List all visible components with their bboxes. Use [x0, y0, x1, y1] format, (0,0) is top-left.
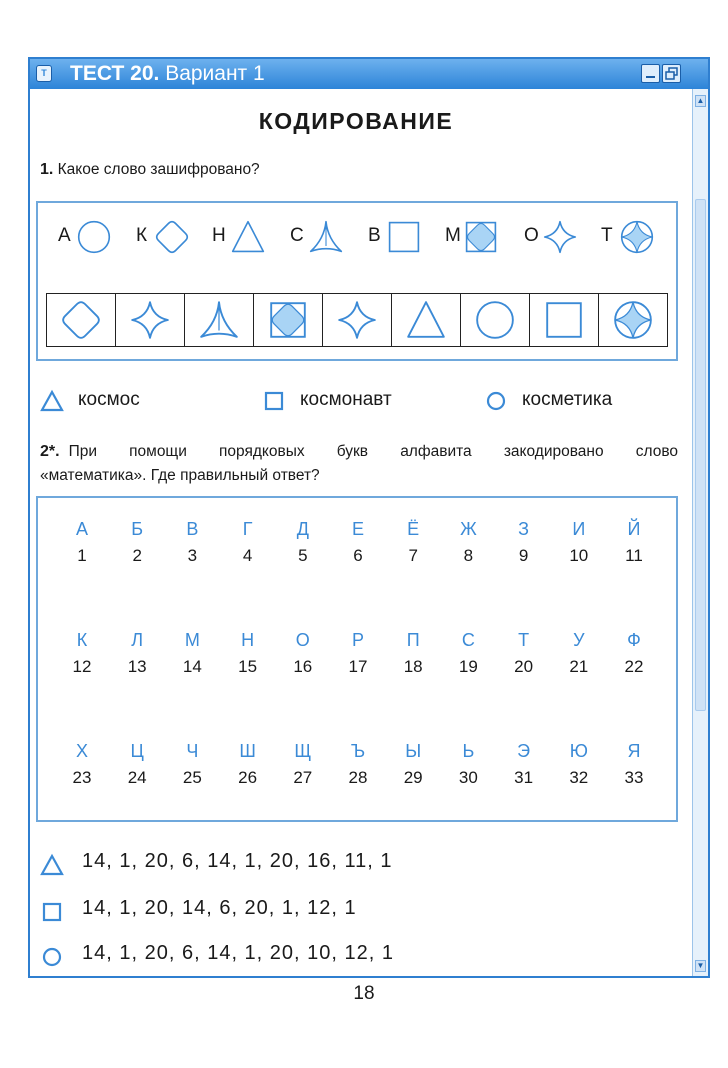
alphabet-letter: Я	[627, 741, 641, 761]
code-cell	[599, 294, 667, 346]
square-marker-icon	[262, 389, 286, 413]
alphabet-letter: С	[461, 630, 475, 650]
alphabet-letter: Б	[131, 519, 144, 539]
alphabet-row	[52, 626, 666, 686]
alphabet-entry	[52, 626, 112, 680]
cipher-legend	[40, 222, 670, 252]
alphabet-number: 1	[77, 546, 87, 565]
question-text: Какое слово зашифровано?	[57, 161, 260, 178]
alphabet-letter: Ы	[405, 741, 422, 761]
answer-option-text: 14, 1, 20, 6, 14, 1, 20, 16, 11, 1	[82, 850, 393, 872]
alphabet-entry	[494, 737, 554, 791]
alphabet-entry	[549, 515, 609, 569]
circle-marker-icon	[484, 389, 508, 413]
scroll-thumb[interactable]	[695, 199, 706, 711]
alphabet-number: 7	[408, 546, 418, 565]
code-cell	[392, 294, 461, 346]
code-cell	[323, 294, 392, 346]
rounded-diamond-icon	[154, 219, 190, 255]
alphabet-entry	[438, 737, 498, 791]
alphabet-number: 30	[458, 768, 478, 787]
alphabet-entry	[162, 737, 222, 791]
alphabet-entry	[383, 515, 443, 569]
code-cell	[185, 294, 254, 346]
alphabet-letter: Ь	[462, 741, 475, 761]
alphabet-entry	[604, 626, 664, 680]
alphabet-letter: Т	[518, 630, 530, 650]
triangle-icon	[405, 299, 447, 341]
alphabet-letter: Ё	[407, 519, 420, 539]
code-cell	[116, 294, 185, 346]
alphabet-number: 22	[624, 657, 644, 676]
answer-option-text: космонавт	[300, 389, 392, 410]
test-number: ТЕСТ 20.	[70, 62, 160, 85]
alphabet-entry	[162, 626, 222, 680]
alphabet-entry	[438, 626, 498, 680]
alphabet-letter: З	[518, 519, 530, 539]
scroll-up-icon[interactable]: ▲	[696, 96, 705, 105]
code-cell	[461, 294, 530, 346]
restore-icon	[663, 65, 680, 82]
square-icon	[543, 299, 585, 341]
window-title	[70, 61, 265, 87]
answer-option-square[interactable]	[40, 897, 660, 927]
question-text-line1: При помощи порядковых букв алфавита закодировано слово	[68, 443, 678, 460]
alphabet-entry	[328, 515, 388, 569]
alphabet-letter: Й	[627, 519, 641, 539]
alphabet-entry	[52, 737, 112, 791]
square-marker-icon	[40, 900, 64, 924]
alphabet-entry	[328, 737, 388, 791]
alphabet-number: 10	[569, 546, 589, 565]
alphabet-entry	[328, 626, 388, 680]
alphabet-entry	[273, 737, 333, 791]
circle-icon	[474, 299, 516, 341]
square-filled-diamond-icon	[267, 299, 309, 341]
minimize-button[interactable]	[641, 64, 660, 83]
minimize-icon	[642, 65, 659, 82]
alphabet-entry	[383, 737, 443, 791]
alphabet-entry	[549, 737, 609, 791]
triangle-marker-icon	[40, 389, 64, 413]
alphabet-letter: Ч	[186, 741, 199, 761]
rounded-diamond-icon	[60, 299, 102, 341]
alphabet-entry	[107, 626, 167, 680]
alphabet-letter: Ж	[460, 519, 477, 539]
alphabet-number: 18	[403, 657, 423, 676]
alphabet-number: 33	[624, 768, 644, 787]
vertical-scrollbar[interactable]	[692, 89, 708, 976]
title-bar	[30, 59, 708, 89]
answer-option-triangle[interactable]	[40, 388, 240, 416]
alphabet-number: 28	[348, 768, 368, 787]
alphabet-letter: М	[184, 630, 200, 650]
alphabet-number: 16	[293, 657, 313, 676]
answer-option-text: 14, 1, 20, 14, 6, 20, 1, 12, 1	[82, 897, 357, 919]
circle-filled-star-icon	[619, 219, 655, 255]
legend-letter: М	[445, 225, 461, 246]
answer-option-triangle[interactable]	[40, 850, 660, 880]
alphabet-entry	[107, 515, 167, 569]
code-cell	[530, 294, 599, 346]
legend-letter: С	[290, 225, 304, 246]
alphabet-number: 14	[182, 657, 202, 676]
alphabet-entry	[107, 737, 167, 791]
variant-label: Вариант 1	[165, 62, 265, 85]
alphabet-entry	[218, 737, 278, 791]
four-point-star-icon	[542, 219, 578, 255]
triangle-marker-icon	[40, 853, 64, 877]
question-1	[40, 158, 260, 182]
legend-letter: Н	[212, 225, 226, 246]
page-number: 18	[353, 983, 375, 1004]
alphabet-entry	[494, 626, 554, 680]
alphabet-number: 2	[132, 546, 142, 565]
tripod-icon	[308, 219, 344, 255]
alphabet-letter: Г	[242, 519, 253, 539]
alphabet-number: 29	[403, 768, 423, 787]
alphabet-letter: И	[572, 519, 586, 539]
alphabet-number: 3	[187, 546, 198, 565]
alphabet-number: 15	[238, 657, 258, 676]
alphabet-letter: Ф	[627, 630, 641, 650]
alphabet-entry	[273, 626, 333, 680]
alphabet-number: 32	[569, 768, 589, 787]
alphabet-number: 27	[293, 768, 313, 787]
alphabet-number: 6	[353, 546, 363, 565]
restore-button[interactable]	[662, 64, 681, 83]
legend-letter: О	[524, 225, 539, 246]
alphabet-number: 21	[569, 657, 589, 676]
alphabet-letter: Л	[131, 630, 144, 650]
alphabet-number: 13	[127, 657, 147, 676]
legend-letter: К	[136, 225, 148, 246]
alphabet-number: 4	[242, 546, 253, 565]
legend-letter: А	[58, 225, 71, 246]
four-point-star-icon	[129, 299, 171, 341]
code-cell	[254, 294, 323, 346]
alphabet-letter: Е	[351, 519, 364, 539]
alphabet-letter: Х	[75, 741, 88, 761]
alphabet-number: 26	[238, 768, 258, 787]
alphabet-number: 9	[518, 546, 529, 565]
alphabet-entry	[273, 515, 333, 569]
document-icon: Т	[36, 65, 52, 82]
alphabet-letter: Н	[241, 630, 255, 650]
circle-marker-icon	[40, 945, 64, 969]
alphabet-number: 31	[514, 768, 534, 787]
alphabet-number: 25	[182, 768, 202, 787]
alphabet-entry	[218, 515, 278, 569]
alphabet-letter: Р	[351, 630, 364, 650]
four-point-star-icon	[336, 299, 378, 341]
alphabet-letter: К	[76, 630, 88, 650]
triangle-icon	[230, 219, 266, 255]
alphabet-row	[52, 737, 666, 797]
answer-option-text: косметика	[522, 389, 613, 410]
question-number: 1.	[40, 161, 54, 178]
alphabet-letter: У	[573, 630, 585, 650]
question-text-line2: «математика». Где правильный ответ?	[40, 467, 320, 484]
alphabet-letter: Ъ	[350, 741, 366, 761]
square-icon	[386, 219, 422, 255]
alphabet-number: 24	[127, 768, 147, 787]
question-2	[40, 440, 678, 488]
legend-letter: Т	[601, 225, 613, 246]
alphabet-letter: О	[295, 630, 310, 650]
alphabet-letter: Ш	[239, 741, 256, 761]
question-number: 2*.	[40, 443, 60, 460]
alphabet-number: 20	[514, 657, 534, 676]
answer-option-text: 14, 1, 20, 6, 14, 1, 20, 10, 12, 1	[82, 942, 394, 964]
cipher-code-strip	[46, 293, 668, 347]
circle-icon	[76, 219, 112, 255]
alphabet-number: 23	[72, 768, 92, 787]
alphabet-entry	[52, 515, 112, 569]
circle-filled-star-icon	[612, 299, 654, 341]
alphabet-number: 17	[348, 657, 368, 676]
alphabet-letter: А	[75, 519, 88, 539]
alphabet-letter: В	[186, 519, 199, 539]
alphabet-letter: Э	[517, 741, 531, 761]
answer-option-circle[interactable]	[484, 388, 684, 416]
alphabet-entry	[438, 515, 498, 569]
scroll-down-icon[interactable]: ▼	[696, 961, 705, 970]
alphabet-letter: Щ	[294, 741, 312, 761]
alphabet-entry	[494, 515, 554, 569]
alphabet-letter: Ц	[130, 741, 144, 761]
alphabet-entry	[162, 515, 222, 569]
code-cell	[47, 294, 116, 346]
alphabet-number: 19	[458, 657, 478, 676]
page-title: КОДИРОВАНИЕ	[258, 108, 454, 134]
alphabet-letter: Д	[296, 519, 309, 539]
alphabet-entry	[383, 626, 443, 680]
answer-option-text: космос	[78, 389, 140, 410]
alphabet-number: 8	[463, 546, 474, 565]
answer-option-square[interactable]	[262, 388, 462, 416]
tripod-icon	[198, 299, 240, 341]
alphabet-entry	[218, 626, 278, 680]
alphabet-entry	[604, 737, 664, 791]
alphabet-entry	[604, 515, 664, 569]
alphabet-number: 11	[625, 546, 643, 565]
alphabet-number: 5	[298, 546, 308, 565]
alphabet-entry	[549, 626, 609, 680]
answer-option-circle[interactable]	[40, 942, 660, 972]
alphabet-letter: П	[406, 630, 420, 650]
alphabet-letter: Ю	[569, 741, 588, 761]
legend-letter: В	[368, 225, 381, 246]
square-filled-diamond-icon	[463, 219, 499, 255]
alphabet-number: 12	[72, 657, 92, 676]
alphabet-row	[52, 515, 666, 575]
